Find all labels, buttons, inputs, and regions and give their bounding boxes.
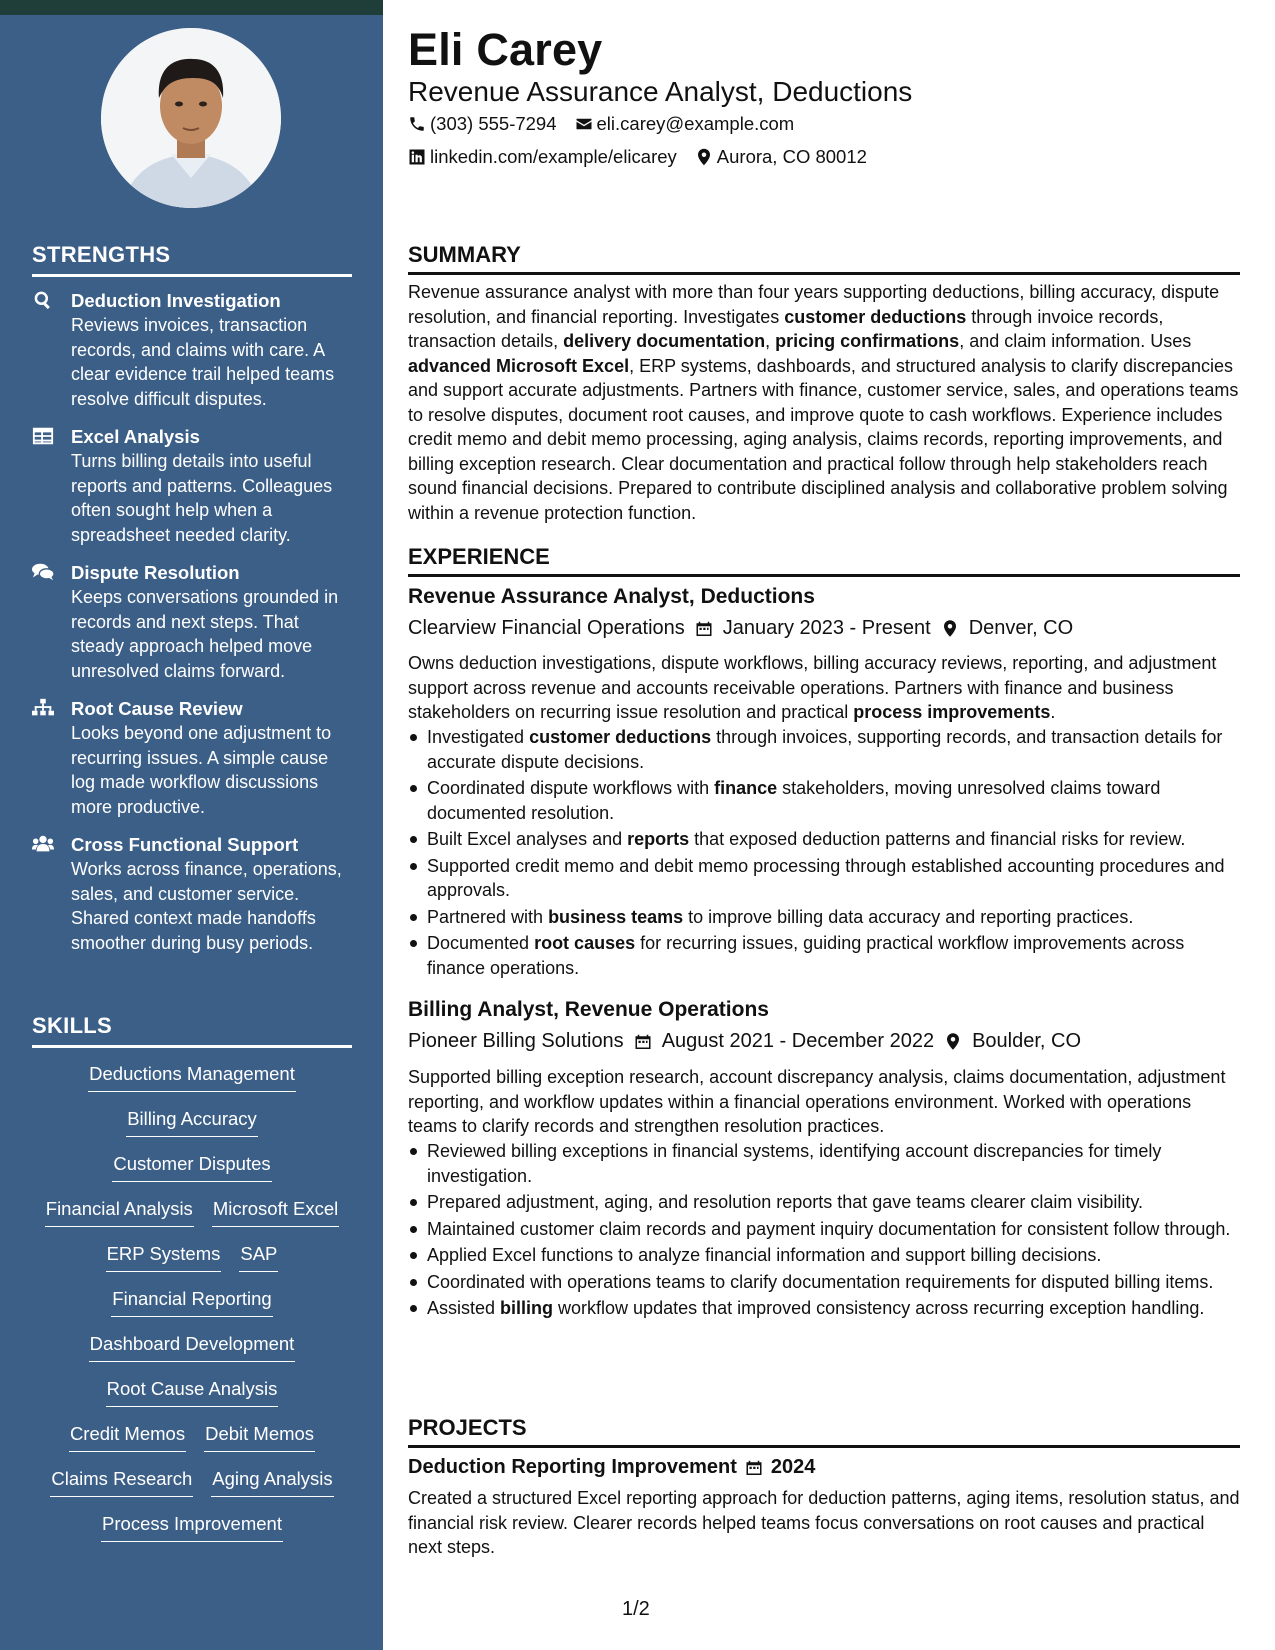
text-run: Supported billing exception research, account discrepancy analysis, claims documentation, adjustment reporting, and workflow updates within a financial operations environment. Worked with operations teams to clarify records and strengthen resolution practices. [408,1067,1226,1136]
strength-description: Reviews invoices, transaction records, and claims with care. A clear evidence trail helped teams resolve difficult disputes. [71,315,335,409]
skill-row [32,1287,352,1332]
text-run: Investigated [427,727,530,747]
job-dates: January 2023 - Present [722,617,931,639]
skill-row [32,1512,352,1557]
projects-heading: PROJECTS [408,1415,1240,1448]
job-location: Boulder, CO [972,1030,1082,1052]
text-run: Coordinated dispute workflows with [427,778,715,798]
emphasis-text: delivery documentation [563,331,766,351]
skill-tag: Billing Accuracy [126,1107,258,1137]
job-title: Billing Analyst, Revenue Operations [408,998,769,1021]
job-meta [408,617,1073,640]
table-icon [32,426,56,448]
text-run: Coordinated with operations teams to clarify documentation requirements for disputed billing items. [427,1271,1214,1292]
text-run: to improve billing data accuracy and reporting practices. [683,906,1134,927]
job-meta [408,1030,1081,1053]
skill-tag: Deductions Management [88,1062,296,1092]
candidate-name: Eli Carey [408,24,603,75]
emphasis-text: process improvements [853,702,1051,722]
text-run: Maintained customer claim records and payment inquiry documentation for consistent follow through. [427,1218,1231,1239]
text-run: Documented [427,933,535,953]
project-description: Created a structured Excel reporting approach for deduction patterns, aging items, resolution status, and financial risk review. Clearer records helped teams focus conversations on root causes and practical next steps. [408,1488,1240,1557]
bullet-item [408,1270,1240,1295]
sidebar-top-band [0,0,383,15]
bullet-item [408,1139,1240,1188]
bullet-item [408,931,1240,980]
bullet-item [408,905,1240,930]
emphasis-text: root causes [534,933,636,953]
bullet-item [408,1243,1240,1268]
skill-row [32,1197,352,1242]
strength-item [32,696,354,819]
emphasis-text: business teams [548,906,684,927]
strengths-list [32,288,354,968]
skill-row [32,1242,352,1287]
text-run: Applied Excel functions to analyze financial information and support billing decisions. [427,1245,1102,1265]
candidate-title: Revenue Assurance Analyst, Deductions [408,76,913,107]
email-text[interactable]: eli.carey@example.com [596,113,795,134]
text-run: , and claim information. Uses [959,331,1192,351]
strength-title: Deduction Investigation [71,290,281,311]
skill-tag: Aging Analysis [211,1467,333,1497]
linkedin-contact[interactable] [408,146,677,168]
contact-line [408,146,867,168]
emphasis-text: customer deductions [784,306,967,327]
users-icon [32,834,56,856]
skill-tag: Customer Disputes [112,1152,271,1182]
text-run: that exposed deduction patterns and financial risks for review. [689,829,1186,849]
text-run: for recurring issues, guiding practical workflow improvements across finance operations. [427,933,1185,978]
map-pin-icon [695,148,713,166]
avatar [101,28,281,208]
linkedin-icon [408,148,426,166]
emphasis-text: customer deductions [529,727,712,747]
strength-title: Dispute Resolution [71,562,240,583]
text-run: , [765,331,776,351]
text-run: through invoices, supporting records, and transaction details for accurate dispute decisions. [427,727,1223,772]
skill-row [32,1332,352,1377]
project-title: Deduction Reporting Improvement [408,1456,737,1478]
map-pin-icon [941,619,959,638]
sitemap-icon [32,698,56,720]
text-run: workflow updates that improved consistency across recurring exception handling. [553,1298,1205,1318]
envelope-icon [575,115,593,133]
text-run: , ERP systems, dashboards, and structured analysis to clarify discrepancies and support accurate adjustments. Partners with finance, customer service, sales, and operations teams to resolve disputes, document root causes, and improve quote to cash workflows. Experience includes credit memo and debit memo processing, aging analysis, claims records, reporting improvements, and billing exception research. Clear documentation and practical follow through help stakeholders reach sound financial decisions. Prepared to contribute disciplined analysis and collaborative problem solving within a revenue protection function. [408,355,1239,523]
text-run: Supported credit memo and debit memo processing through established accounting procedures and approvals. [427,855,1225,900]
job-description [408,651,1240,725]
skill-tag: Root Cause Analysis [106,1377,279,1407]
contact-line [408,113,794,135]
bullet-item [408,1217,1240,1242]
strength-description: Turns billing details into useful reports and patterns. Colleagues often sought help when a spreadsheet needed clarity. [71,451,333,545]
bullet-item [408,725,1240,774]
job-dates: August 2021 - December 2022 [661,1030,935,1052]
text-run: Partnered with [427,906,549,927]
bullet-item [408,1190,1240,1215]
skill-tag: Financial Reporting [111,1287,272,1317]
bullet-item [408,827,1240,852]
summary-text [408,280,1240,525]
strength-title: Cross Functional Support [71,834,299,855]
strength-description: Works across finance, operations, sales, and customer service. Shared context made handoffs smoother during busy periods. [71,859,342,953]
bullet-item [408,854,1240,903]
emphasis-text: billing [500,1298,554,1318]
emphasis-text: reports [627,829,690,849]
calendar-icon [745,1458,763,1477]
skills-heading: SKILLS [32,1013,352,1048]
skill-tag: Process Improvement [101,1512,283,1542]
emphasis-text: pricing confirmations [775,331,960,351]
skill-tag: Credit Memos [69,1422,186,1452]
search-icon [32,290,56,312]
skill-tag: Claims Research [50,1467,193,1497]
phone-text: (303) 555-7294 [430,113,557,134]
skill-tag: Financial Analysis [45,1197,194,1227]
skill-row [32,1422,352,1467]
strength-item [32,288,354,411]
experience-heading: EXPERIENCE [408,544,1240,577]
emphasis-text: advanced Microsoft Excel [408,355,630,376]
text-run: Owns deduction investigations, dispute workflows, billing accuracy reviews, reporting, and adjustment support across revenue and accounts receivable operations. Partners with finance and business stakeholders on recurring issue resolution and practical [408,653,1217,722]
phone-icon [408,115,426,133]
skill-row [32,1107,352,1152]
skill-tag: Microsoft Excel [212,1197,339,1227]
job-location: Denver, CO [968,617,1074,639]
emphasis-text: finance [714,778,778,798]
skill-row [32,1062,352,1107]
project-year: 2024 [770,1456,816,1478]
text-run: Assisted [427,1298,501,1318]
strength-description: Looks beyond one adjustment to recurring issues. A simple cause log made workflow discussions more productive. [71,723,332,817]
text-run: Built Excel analyses and [427,829,628,849]
job-title: Revenue Assurance Analyst, Deductions [408,585,815,608]
sidebar [0,0,383,1650]
strength-item [32,832,354,955]
skill-row [32,1377,352,1422]
comments-icon [32,562,56,584]
text-run: Revenue assurance analyst with more than four years supporting deductions, billing accuracy, dispute resolution, and financial reporting. Investigates [408,282,1220,327]
strength-description: Keeps conversations grounded in records and next steps. That steady approach helped move unresolved claims forward. [71,587,339,681]
company-name: Pioneer Billing Solutions [408,1030,624,1052]
skill-row [32,1467,352,1512]
text-run: stakeholders, moving unresolved claims toward documented resolution. [427,778,1161,823]
skill-tag: Dashboard Development [89,1332,296,1362]
skill-tag: Debit Memos [204,1422,315,1452]
text-run: Reviewed billing exceptions in financial systems, identifying account discrepancies for timely investigation. [427,1141,1162,1186]
text-run: . [1050,702,1056,722]
email-contact[interactable] [575,113,795,135]
location-contact [695,146,867,168]
project-title-row [408,1456,815,1479]
skills-list [32,1062,352,1557]
strength-item [32,560,354,683]
job-description [408,1065,1240,1139]
page-number: 1/2 [622,1598,650,1620]
strengths-heading: STRENGTHS [32,242,352,277]
skill-tag: ERP Systems [106,1242,222,1272]
person-photo-icon [101,28,281,208]
skill-tag: SAP [239,1242,278,1272]
calendar-icon [634,1032,652,1051]
bullet-item [408,1296,1240,1321]
linkedin-text[interactable]: linkedin.com/example/elicarey [430,146,677,167]
skill-row [32,1152,352,1197]
company-name: Clearview Financial Operations [408,617,685,639]
job-bullets [408,1139,1240,1323]
text-run: Prepared adjustment, aging, and resolution reports that gave teams clearer claim visibility. [427,1192,1144,1212]
strength-title: Root Cause Review [71,698,243,719]
text-run: through invoice records, transaction details, [408,306,1164,351]
bullet-item [408,776,1240,825]
map-pin-icon [944,1032,962,1051]
summary-heading: SUMMARY [408,242,1240,275]
strength-item [32,424,354,547]
calendar-icon [695,619,713,638]
phone-contact [408,113,557,135]
location-text: Aurora, CO 80012 [716,146,867,167]
strength-title: Excel Analysis [71,426,200,447]
job-bullets [408,725,1240,982]
